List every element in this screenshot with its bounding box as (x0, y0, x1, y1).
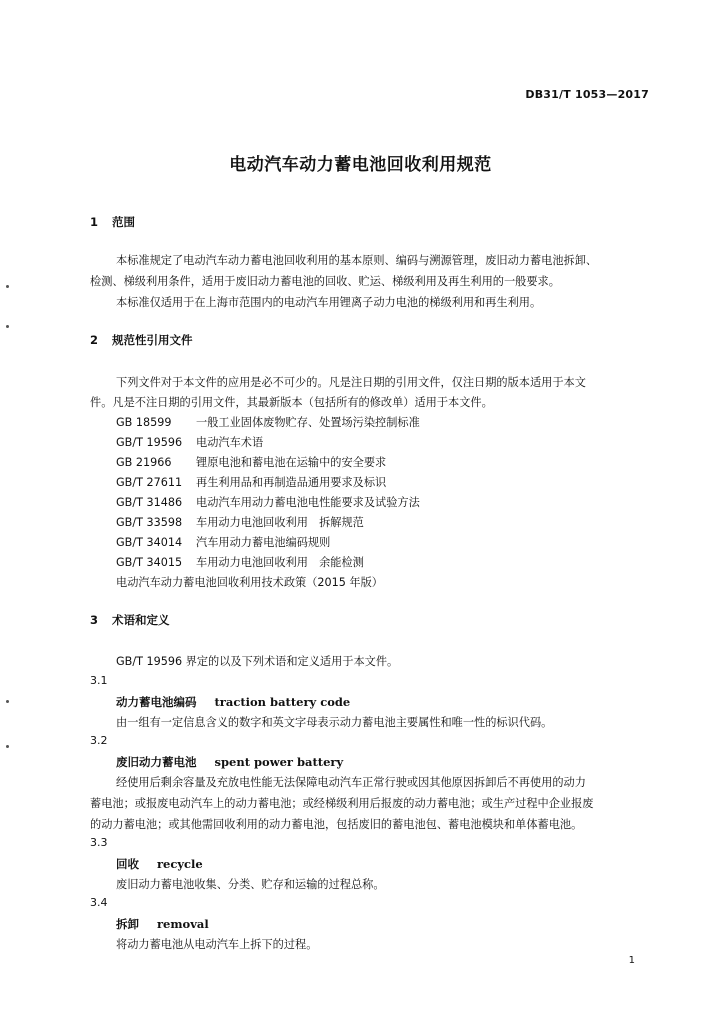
reference-title: 车用动力电池回收利用 拆解规范 (196, 516, 364, 529)
section-heading (90, 612, 170, 628)
paragraph-line: 检测、梯级利用条件，适用于废旧动力蓄电池的回收、贮运、梯级利用及再生利用的一般要求。 (90, 275, 560, 288)
margin-mark (6, 745, 9, 748)
term-definition: 经使用后剩余容量及充放电性能无法保障电动汽车正常行驶或因其他原因拆卸后不再使用的动力 (116, 776, 586, 789)
reference-item (116, 454, 386, 470)
term-zh: 回收 (116, 857, 139, 871)
paragraph-line: 件。凡是不注日期的引用文件，其最新版本（包括所有的修改单）适用于本文件。 (90, 396, 493, 409)
term-number: 3.1 (90, 674, 108, 687)
reference-item (116, 434, 263, 450)
paragraph-line: GB/T 19596 界定的以及下列术语和定义适用于本文件。 (116, 655, 399, 668)
section-heading (90, 332, 193, 348)
margin-mark (6, 285, 9, 288)
reference-policy: 电动汽车动力蓄电池回收利用技术政策（2015 年版） (116, 576, 383, 589)
section-title: 规范性引用文件 (112, 333, 193, 347)
reference-item (116, 494, 420, 510)
term-zh: 拆卸 (116, 917, 139, 931)
margin-mark (6, 700, 9, 703)
reference-code: GB/T 33598 (116, 516, 183, 529)
term-heading (116, 856, 203, 872)
term-definition: 废旧动力蓄电池收集、分类、贮存和运输的过程总称。 (116, 878, 385, 891)
reference-title: 锂原电池和蓄电池在运输中的安全要求 (196, 456, 387, 469)
reference-code: GB/T 34014 (116, 536, 183, 549)
section-heading (90, 214, 135, 230)
term-definition: 的动力蓄电池；或其他需回收利用的动力蓄电池，包括废旧的蓄电池包、蓄电池模块和单体蓄电池。 (90, 818, 583, 831)
term-heading (116, 694, 350, 710)
term-definition: 将动力蓄电池从电动汽车上拆下的过程。 (116, 938, 318, 951)
reference-code: GB/T 34015 (116, 556, 183, 569)
term-zh: 废旧动力蓄电池 (116, 755, 197, 769)
term-number: 3.3 (90, 836, 108, 849)
reference-title: 汽车用动力蓄电池编码规则 (196, 536, 331, 549)
term-en: recycle (157, 857, 203, 871)
paragraph-line: 本标准仅适用于在上海市范围内的电动汽车用锂离子动力电池的梯级利用和再生利用。 (116, 296, 542, 309)
term-definition: 蓄电池；或报废电动汽车上的动力蓄电池；或经梯级利用后报废的动力蓄电池；或生产过程中企业报废 (90, 797, 594, 810)
reference-title: 车用动力电池回收利用 余能检测 (196, 556, 364, 569)
term-number: 3.2 (90, 734, 108, 747)
term-heading (116, 754, 343, 770)
reference-item (116, 534, 330, 550)
paragraph-line: 本标准规定了电动汽车动力蓄电池回收利用的基本原则、编码与溯源管理，废旧动力蓄电池拆卸、 (116, 254, 598, 267)
document-code: DB31/T 1053—2017 (525, 88, 649, 101)
reference-item (116, 474, 386, 490)
page-title: 电动汽车动力蓄电池回收利用规范 (229, 155, 492, 175)
term-heading (116, 916, 209, 932)
page-number: 1 (628, 955, 635, 966)
reference-code: GB/T 27611 (116, 476, 183, 489)
reference-code: GB 18599 (116, 416, 172, 429)
term-en: traction battery code (214, 695, 351, 709)
section-title: 范围 (112, 215, 135, 229)
reference-item (116, 554, 364, 570)
reference-code: GB/T 31486 (116, 496, 183, 509)
margin-mark (6, 325, 9, 328)
term-number: 3.4 (90, 896, 108, 909)
section-title: 术语和定义 (112, 613, 170, 627)
reference-title: 再生利用品和再制造品通用要求及标识 (196, 476, 387, 489)
term-en: spent power battery (214, 755, 344, 769)
section-number: 1 (90, 215, 99, 229)
reference-title: 一般工业固体废物贮存、处置场污染控制标准 (196, 416, 420, 429)
reference-title: 电动汽车用动力蓄电池电性能要求及试验方法 (196, 496, 420, 509)
section-number: 3 (90, 613, 99, 627)
term-definition: 由一组有一定信息含义的数字和英文字母表示动力蓄电池主要属性和唯一性的标识代码。 (116, 716, 553, 729)
reference-title: 电动汽车术语 (196, 436, 264, 449)
reference-code: GB/T 19596 (116, 436, 183, 449)
section-number: 2 (90, 333, 99, 347)
reference-item (116, 514, 364, 530)
reference-item (116, 414, 420, 430)
term-en: removal (157, 917, 209, 931)
reference-code: GB 21966 (116, 456, 172, 469)
term-zh: 动力蓄电池编码 (116, 695, 197, 709)
paragraph-line: 下列文件对于本文件的应用是必不可少的。凡是注日期的引用文件，仅注日期的版本适用于本文 (116, 376, 586, 389)
